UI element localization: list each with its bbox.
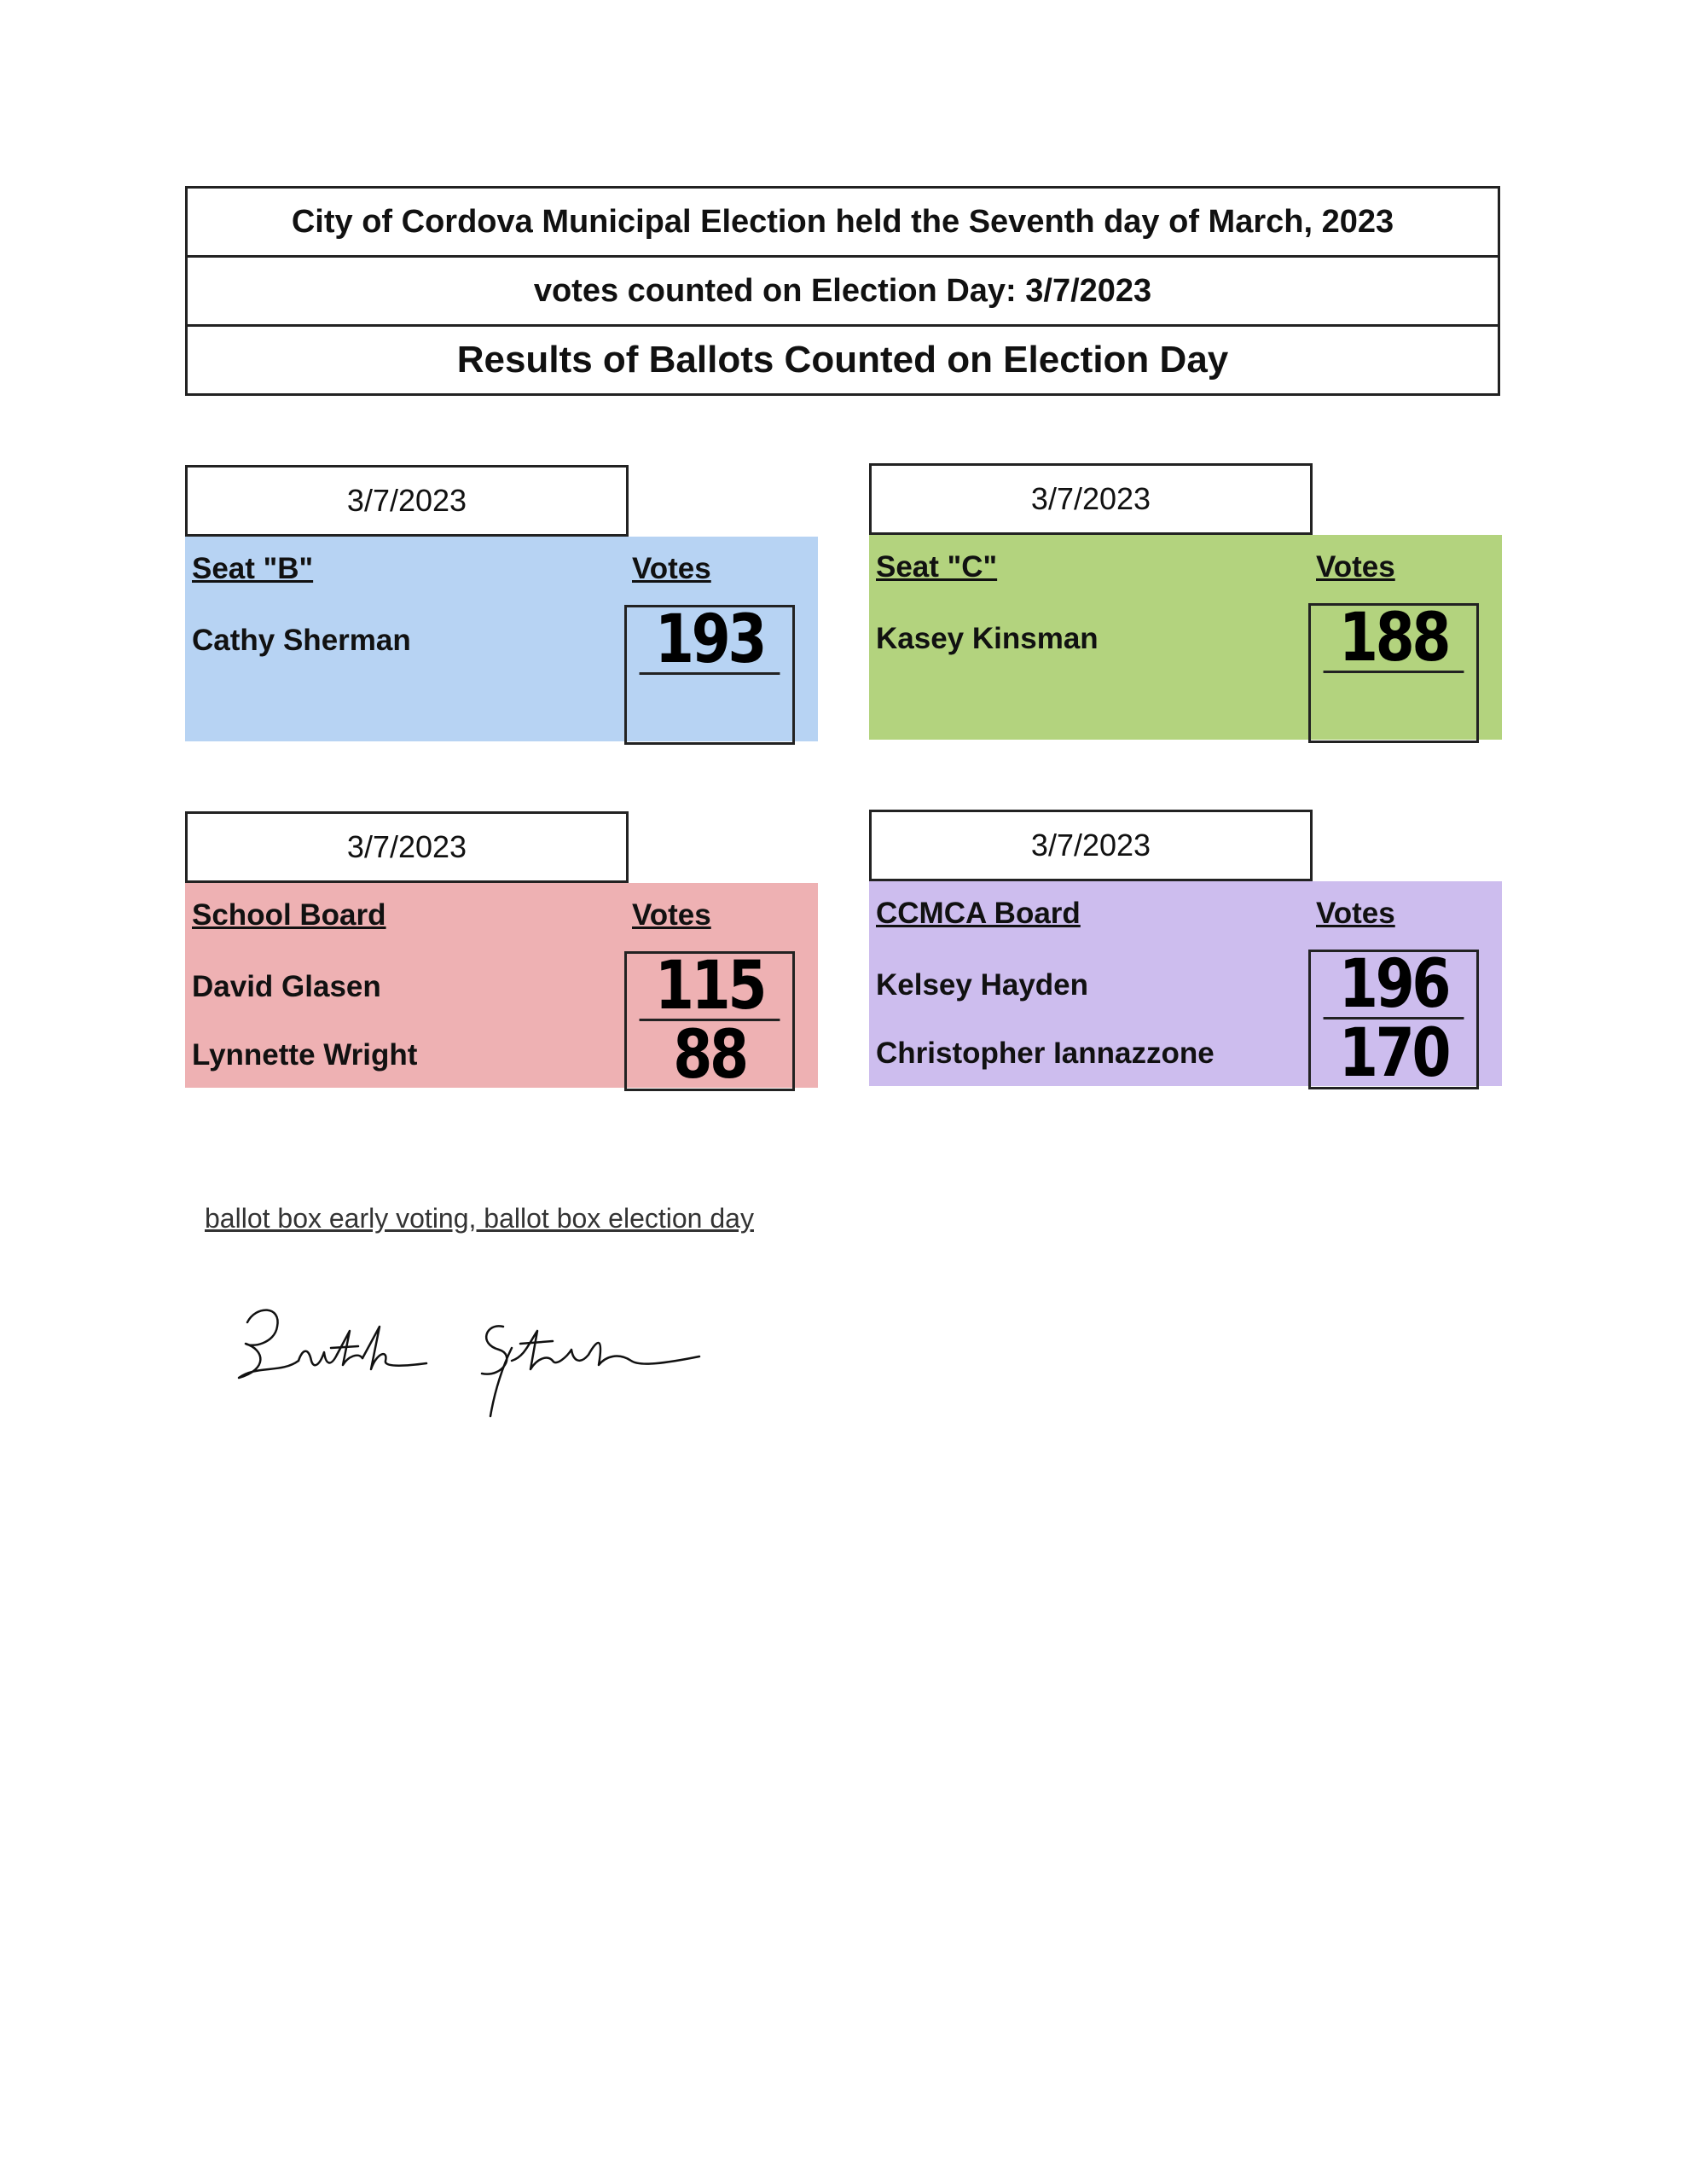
vote-box [1308, 600, 1479, 743]
panel-date: 3/7/2023 [185, 465, 629, 537]
candidate-name: Christopher Iannazzone [876, 1037, 1215, 1070]
votes-label: Votes [1316, 897, 1395, 930]
vote-box [624, 601, 795, 745]
vote-count: 193 [640, 607, 780, 675]
race-title: School Board [192, 898, 386, 932]
race-title: Seat "C" [876, 550, 998, 584]
results-heading: Results of Ballots Counted on Election Day [456, 339, 1229, 380]
vote-count [640, 675, 780, 742]
vote-count: 196 [1324, 952, 1464, 1019]
panel-body [869, 881, 1502, 1092]
race-title: Seat "B" [192, 552, 314, 585]
candidate-name: Cathy Sherman [192, 624, 411, 657]
race-title: CCMCA Board [876, 897, 1081, 930]
candidate-name: David Glasen [192, 970, 381, 1003]
candidate-name: Kelsey Hayden [876, 968, 1089, 1002]
panel-body [185, 537, 818, 741]
header-box [185, 186, 1500, 396]
vote-count: 188 [1324, 606, 1464, 673]
count-date-line: votes counted on Election Day: 3/7/2023 [188, 258, 1498, 327]
vote-count: 115 [640, 954, 780, 1021]
votes-label: Votes [632, 552, 711, 585]
panel-body [869, 535, 1502, 740]
vote-box [624, 948, 795, 1094]
vote-count: 88 [673, 1016, 746, 1094]
panel-date: 3/7/2023 [869, 463, 1313, 535]
votes-label: Votes [632, 898, 711, 932]
panel-date: 3/7/2023 [869, 810, 1313, 881]
signature [230, 1297, 708, 1433]
panel-date: 3/7/2023 [185, 811, 629, 883]
election-title: City of Cordova Municipal Election held the Seventh day of March, 2023 [188, 189, 1498, 258]
ballot-note: ballot box early voting, ballot box election day [205, 1203, 754, 1234]
candidate-name: Lynnette Wright [192, 1038, 418, 1072]
panel-body [185, 883, 818, 1094]
candidate-name: Kasey Kinsman [876, 622, 1099, 655]
vote-count: 170 [1338, 1014, 1449, 1092]
vote-count [1324, 673, 1464, 741]
votes-label: Votes [1316, 550, 1395, 584]
vote-box [1308, 946, 1479, 1092]
